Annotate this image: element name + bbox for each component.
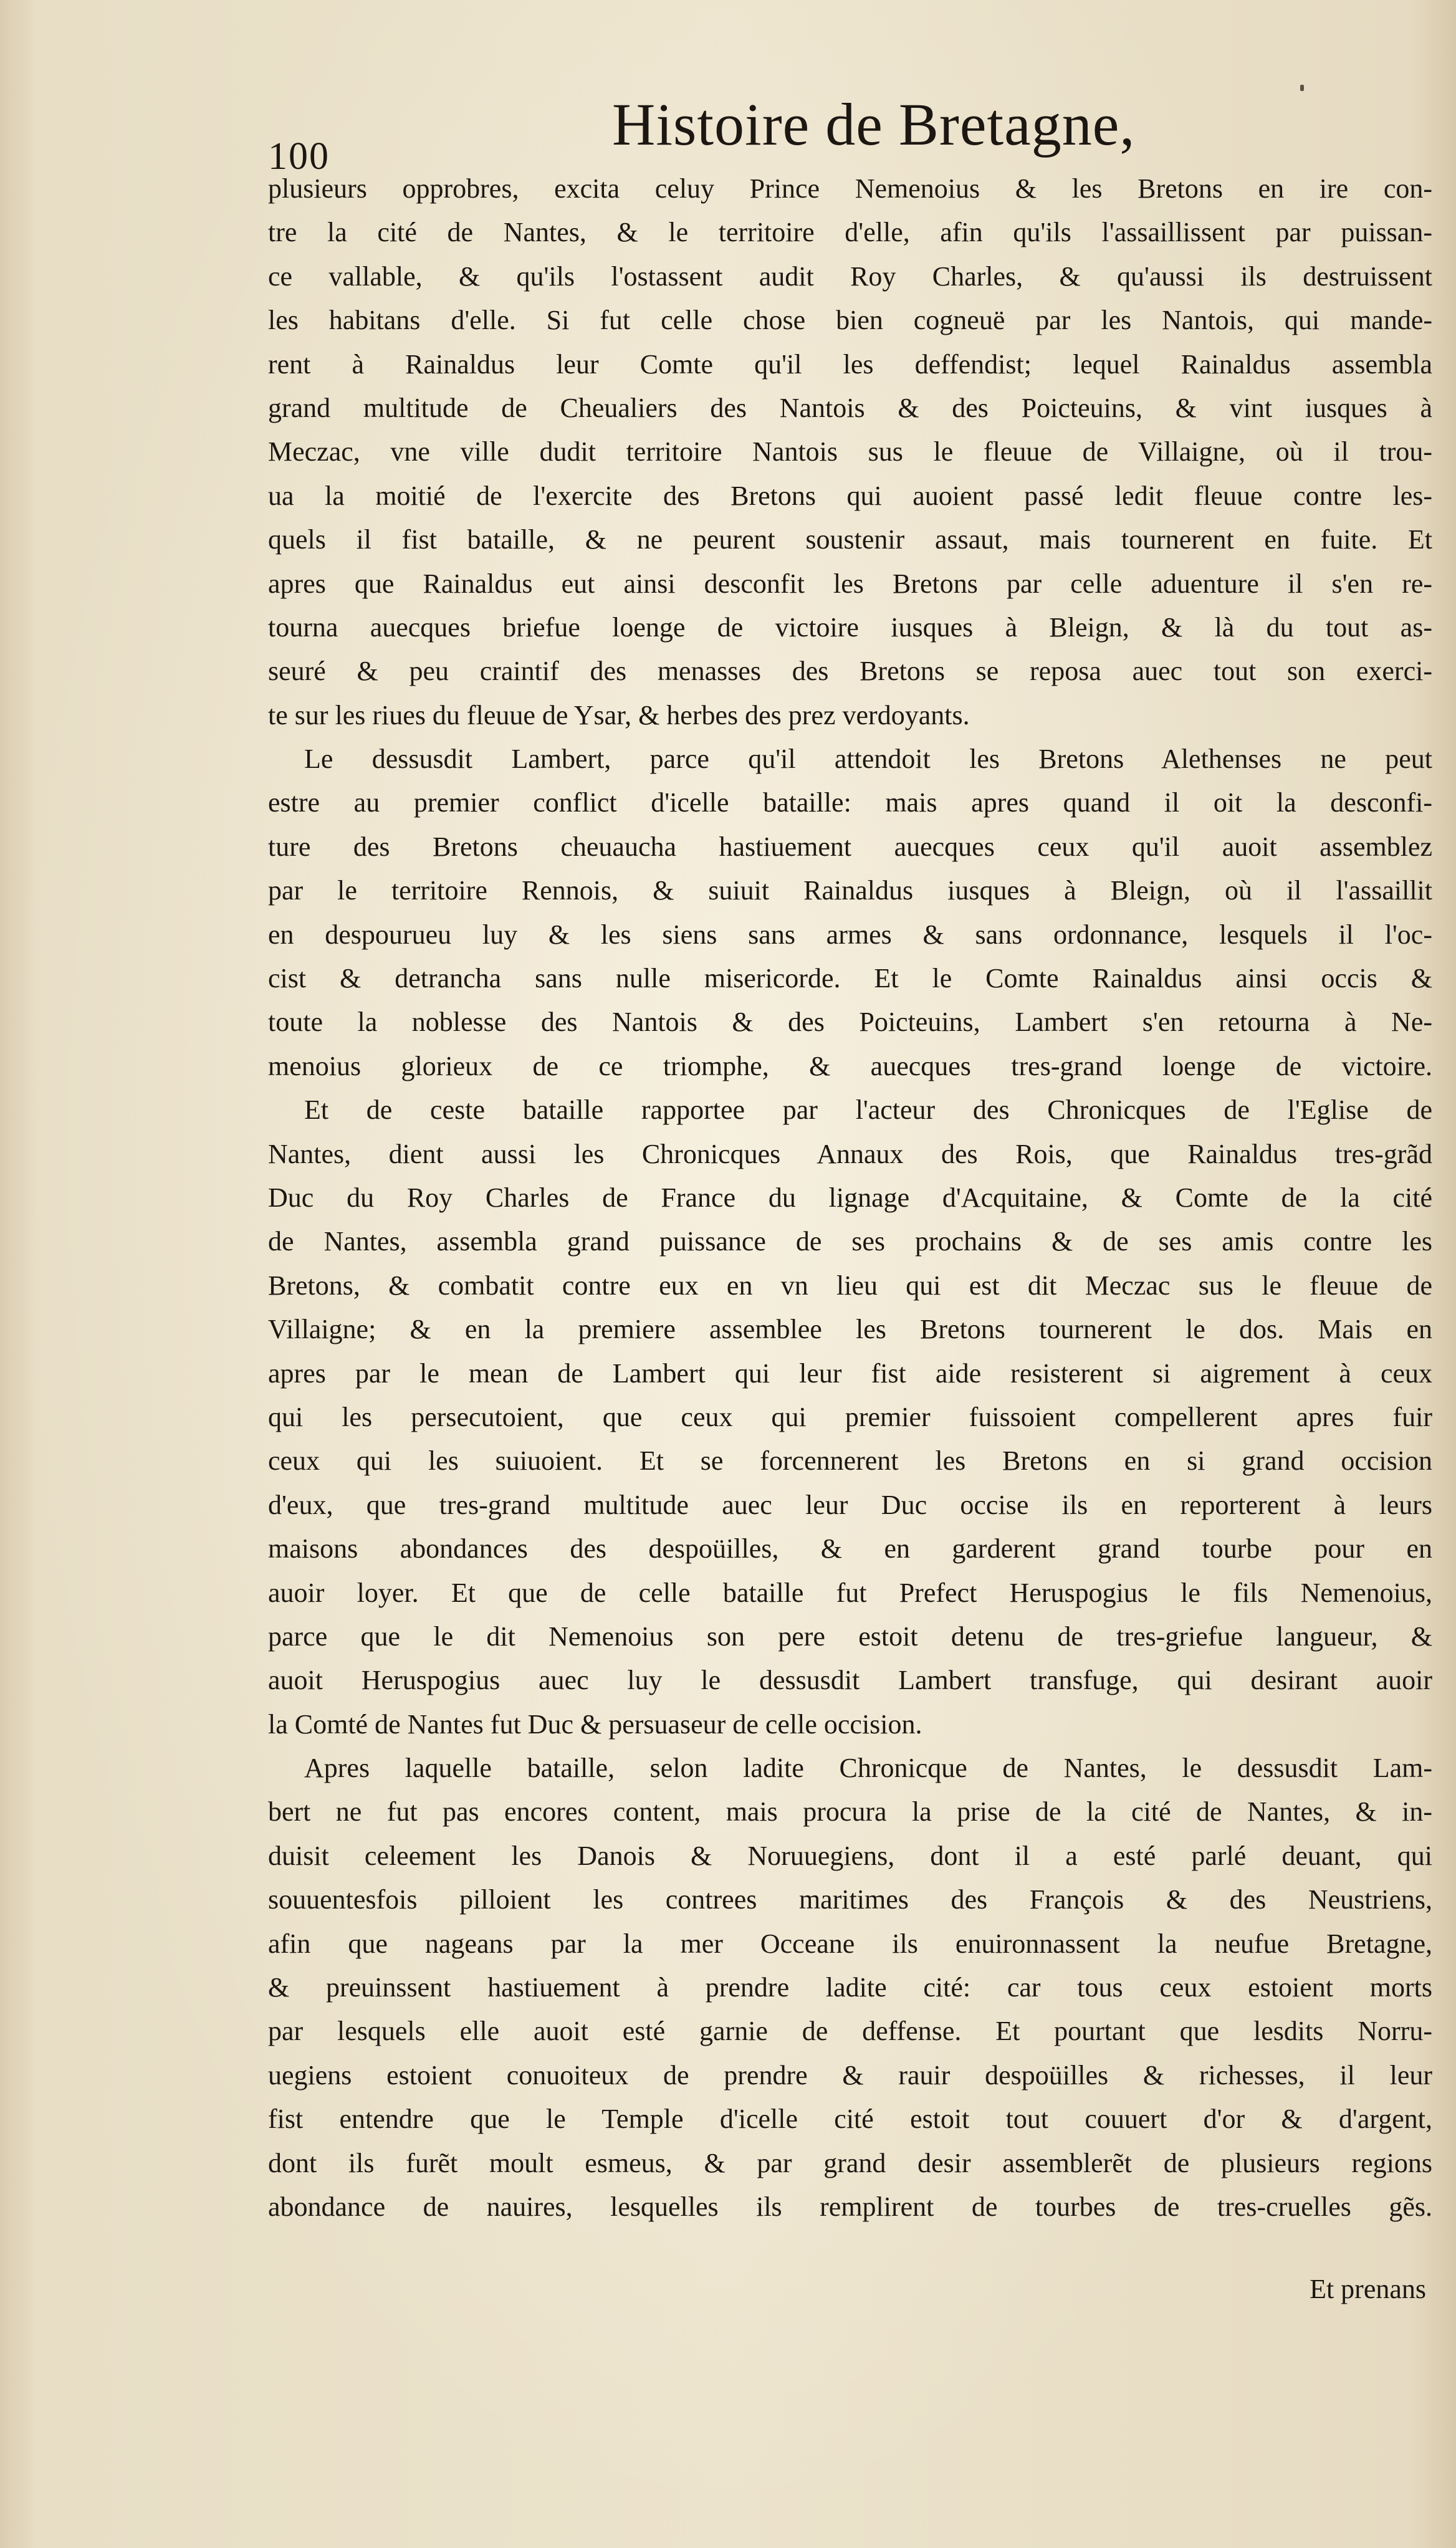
text-line: les habitans d'elle. Si fut celle chose bien cogneuë par les Nantois, qui mande- — [268, 305, 1432, 336]
body-text — [268, 167, 1432, 2229]
text-line: fist entendre que le Temple d'icelle cité estoit tout couuert d'or & d'argent, — [268, 2104, 1432, 2135]
ink-speck — [1300, 85, 1304, 91]
text-line: rent à Rainaldus leur Comte qu'il les deffendist; lequel Rainaldus assembla — [268, 348, 1432, 380]
text-line: uegiens estoient conuoiteux de prendre & rauir despoüilles & richesses, il leur — [268, 2059, 1432, 2091]
text-line: abondance de nauires, lesquelles ils remplirent de tourbes de tres-cruelles gẽs. — [268, 2191, 1432, 2222]
text-line: Nantes, dient aussi les Chronicques Annaux des Rois, que Rainaldus tres-grãd — [268, 1138, 1432, 1169]
running-title: Histoire de Bretagne, — [612, 91, 1136, 158]
text-line: te sur les riues du fleuue de Ysar, & herbes des prez verdoyants. — [268, 699, 970, 730]
text-line: menoius glorieux de ce triomphe, & auecques tres-grand loenge de victoire. — [268, 1050, 1432, 1081]
text-line: Duc du Roy Charles de France du lignage d'Acquitaine, & Comte de la cité — [268, 1182, 1432, 1213]
text-line: duisit celeement les Danois & Noruuegiens, dont il a esté parlé deuant, qui — [268, 1840, 1432, 1871]
text-line: souuentesfois pilloient les contrees maritimes des François & des Neustriens, — [268, 1884, 1432, 1915]
catchword: Et prenans — [1310, 2274, 1426, 2304]
text-line: par lesquels elle auoit esté garnie de deffense. Et pourtant que lesdits Norru- — [268, 2016, 1432, 2047]
text-line: seuré & peu craintif des menasses des Bretons se reposa auec tout son exerci- — [268, 656, 1432, 687]
text-line: en despourueu luy & les siens sans armes & sans ordonnance, lesquels il l'oc- — [268, 919, 1432, 950]
text-line: ture des Bretons cheuaucha hastiuement auecques ceux qu'il auoit assemblez — [268, 831, 1432, 862]
text-line: maisons abondances des despoüilles, & en garderent grand tourbe pour en — [268, 1533, 1432, 1564]
text-line: la Comté de Nantes fut Duc & persuaseur de celle occision. — [268, 1708, 922, 1740]
text-line: de Nantes, assembla grand puissance de ses prochains & de ses amis contre les — [268, 1226, 1432, 1257]
text-line: d'eux, que tres-grand multitude auec leur Duc occise ils en reporterent à leurs — [268, 1489, 1432, 1520]
text-line: dont ils furẽt moult esmeus, & par grand desir assemblerẽt de plusieurs regions — [268, 2147, 1432, 2178]
text-line: auoir loyer. Et que de celle bataille fut Prefect Heruspogius le fils Nemenoius, — [268, 1577, 1432, 1608]
text-line: ua la moitié de l'exercite des Bretons qui auoient passé ledit fleuue contre les- — [268, 480, 1432, 511]
text-line: afin que nageans par la mer Occeane ils enuironnassent la neufue Bretagne, — [268, 1928, 1432, 1959]
text-line: & preuinssent hastiuement à prendre ladite cité: car tous ceux estoient morts — [268, 1972, 1432, 2003]
text-line: Meczac, vne ville dudit territoire Nantois sus le fleuue de Villaigne, où il trou- — [268, 436, 1432, 467]
text-line: quels il fist bataille, & ne peurent soustenir assaut, mais tournerent en fuite. Et — [268, 524, 1432, 555]
text-line: cist & detrancha sans nulle misericorde. Et le Comte Rainaldus ainsi occis & — [268, 963, 1432, 994]
text-line: bert ne fut pas encores content, mais procura la prise de la cité de Nantes, & in- — [268, 1796, 1432, 1827]
text-line: tourna auecques briefue loenge de victoire iusques à Bleign, & là du tout as- — [268, 611, 1432, 643]
page-number: 100 — [268, 135, 330, 178]
text-line: apres par le mean de Lambert qui leur fist aide resisterent si aigrement à ceux — [268, 1358, 1432, 1389]
page-header — [268, 91, 1452, 178]
text-line: tre la cité de Nantes, & le territoire d'elle, afin qu'ils l'assaillissent par puissan- — [268, 217, 1432, 248]
text-line: par le territoire Rennois, & suiuit Rainaldus iusques à Bleign, où il l'assaillit — [268, 875, 1432, 906]
text-line: plusieurs opprobres, excita celuy Prince Nemenoius & les Bretons en ire con- — [268, 173, 1432, 204]
paragraph-first-line: Et de ceste bataille rapportee par l'acteur des Chronicques de l'Eglise de — [304, 1094, 1432, 1126]
text-line: toute la noblesse des Nantois & des Poicteuins, Lambert s'en retourna à Ne- — [268, 1007, 1432, 1038]
text-line: auoit Heruspogius auec luy le dessusdit Lambert transfuge, qui desirant auoir — [268, 1665, 1432, 1696]
text-line: ceux qui les suiuoient. Et se forcennerent les Bretons en si grand occision — [268, 1445, 1432, 1477]
text-line: apres que Rainaldus eut ainsi desconfit les Bretons par celle aduenture il s'en re- — [268, 568, 1432, 599]
text-line: ce vallable, & qu'ils l'ostassent audit Roy Charles, & qu'aussi ils destruissent — [268, 261, 1432, 292]
paragraph-first-line: Le dessusdit Lambert, parce qu'il attendoit les Bretons Alethenses ne peut — [304, 744, 1432, 775]
text-line: qui les persecutoient, que ceux qui premier fuissoient compellerent apres fuir — [268, 1401, 1432, 1432]
text-line: parce que le dit Nemenoius son pere estoit detenu de tres-griefue langueur, & — [268, 1621, 1432, 1652]
text-line: Villaigne; & en la premiere assemblee les Bretons tournerent le dos. Mais en — [268, 1314, 1432, 1345]
text-line: estre au premier conflict d'icelle bataille: mais apres quand il oit la desconfi- — [268, 787, 1432, 818]
text-line: Bretons, & combatit contre eux en vn lieu qui est dit Meczac sus le fleuue de — [268, 1270, 1432, 1301]
text-line: grand multitude de Cheualiers des Nantois & des Poicteuins, & vint iusques à — [268, 392, 1432, 423]
paragraph-first-line: Apres laquelle bataille, selon ladite Chronicque de Nantes, le dessusdit Lam- — [304, 1753, 1432, 1784]
